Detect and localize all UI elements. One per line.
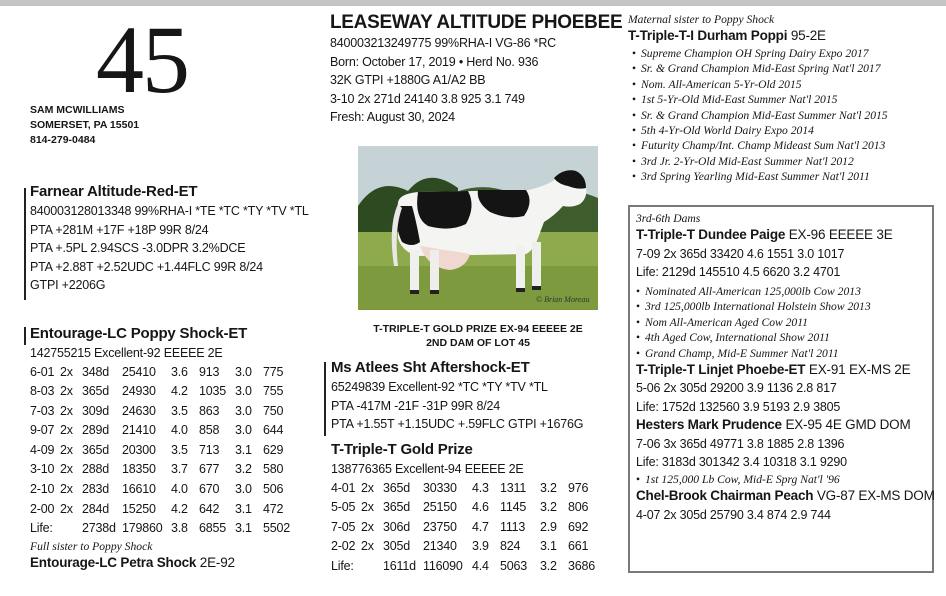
dam5-awards — [636, 472, 928, 487]
record-cell: 775 — [263, 364, 284, 379]
animal-record: 3-10 2x 271d 24140 3.8 925 3.1 749 — [330, 91, 525, 106]
lot-number: 45 — [96, 6, 188, 113]
record-cell: 3.1 — [235, 501, 252, 516]
dam4-record: 5-06 2x 305d 29200 3.9 1136 2.8 817 — [636, 381, 837, 396]
record-cell: 4-01 — [331, 480, 356, 495]
dam-block — [30, 324, 303, 573]
lactation-row — [30, 500, 303, 520]
sire-line: PTA +281M +17F +18P 99R 8/24 — [30, 222, 209, 237]
lactation-row — [30, 363, 303, 383]
record-cell: 2x — [60, 442, 73, 457]
record-cell: 4.7 — [472, 519, 489, 534]
record-cell: 750 — [263, 403, 284, 418]
record-cell: 5502 — [263, 521, 291, 536]
dam6-record: 4-07 2x 305d 25790 3.4 874 2.9 744 — [636, 507, 831, 522]
second-sire-line: PTA +1.55T +1.15UDC +.59FLC GTPI +1676G — [331, 417, 584, 431]
dam3-awards — [636, 284, 928, 361]
award-item: • 1st 125,000 Lb Cow, Mid-E Sprg Nat'l '96 — [636, 472, 928, 487]
dam3-name: T-Triple-T Dundee Paige — [636, 227, 786, 243]
record-cell: 21340 — [423, 539, 457, 554]
record-cell: 6855 — [199, 521, 227, 536]
lifetime-row — [30, 519, 303, 539]
record-cell: 365d — [82, 442, 110, 457]
dam-sister-name: Entourage-LC Petra Shock — [30, 555, 197, 571]
record-cell: 642 — [199, 501, 220, 516]
sire-line: PTA +2.88T +2.52UDC +1.44FLC 99R 8/24 — [30, 259, 263, 274]
record-cell: 2x — [361, 539, 374, 554]
record-cell: 283d — [82, 482, 110, 497]
animal-fresh: Fresh: August 30, 2024 — [330, 110, 455, 124]
lactation-row — [331, 479, 608, 499]
record-cell: 23750 — [423, 519, 457, 534]
dam-records-table — [30, 363, 303, 539]
record-cell: 3.0 — [235, 403, 252, 418]
cow-photo — [358, 146, 598, 310]
second-sire-name: Ms Atlees Sht Aftershock-ET — [331, 359, 530, 376]
record-cell: 713 — [199, 442, 220, 457]
record-cell: 4.4 — [472, 558, 489, 573]
award-item: • Sr. & Grand Champion Mid-East Summer Nat'l 2015 — [632, 108, 888, 123]
award-item: • 3rd 125,000lb International Holstein Show 2013 — [636, 299, 928, 314]
lactation-row — [331, 537, 608, 557]
record-cell: Life: — [30, 521, 53, 536]
second-dam-reg: 138776365 Excellent-94 EEEEE 2E — [331, 462, 524, 476]
record-cell: 16610 — [122, 482, 156, 497]
maternal-sister-name: T-Triple-T-I Durham Poppi — [628, 28, 788, 44]
record-cell — [361, 557, 383, 577]
dam3-title — [636, 226, 928, 245]
award-item: • Grand Champ, Mid-E Summer Nat'l 2011 — [636, 346, 928, 361]
record-cell: 2-00 — [30, 501, 55, 516]
second-dam-block — [331, 440, 608, 576]
photographer-signature: © Brian Moreau — [536, 295, 590, 304]
lactation-row — [30, 382, 303, 402]
award-item: • Supreme Champion OH Spring Dairy Expo 2017 — [632, 46, 888, 61]
record-cell: 913 — [199, 364, 220, 379]
dam5-title — [636, 416, 928, 435]
sire-rule — [24, 188, 26, 300]
record-cell: 2-02 — [331, 539, 356, 554]
second-sire-line: 65249839 Excellent-92 *TC *TY *TV *TL — [331, 380, 548, 394]
dam5-name: Hesters Mark Prudence — [636, 417, 782, 433]
lactation-row — [30, 421, 303, 441]
animal-header — [330, 12, 622, 127]
second-sire-line: PTA -417M -21F -31P 99R 8/24 — [331, 398, 501, 413]
owner-phone: 814-279-0484 — [30, 134, 96, 146]
dam4-name: T-Triple-T Linjet Phoebe-ET — [636, 361, 806, 377]
dam-reg: 142755215 Excellent-92 EEEEE 2E — [30, 346, 223, 360]
record-cell: 4.2 — [171, 501, 188, 516]
record-cell: 824 — [500, 539, 521, 554]
award-item: • 1st 5-Yr-Old Mid-East Summer Nat'l 2015 — [632, 92, 888, 107]
record-cell: 15250 — [122, 501, 156, 516]
record-cell: 3.7 — [171, 462, 188, 477]
record-cell: 116090 — [423, 558, 463, 573]
record-cell: 2x — [60, 501, 73, 516]
record-cell: 3.1 — [540, 539, 557, 554]
sire-name: Farnear Altitude-Red-ET — [30, 183, 198, 200]
animal-born: Born: October 17, 2019 • Herd No. 936 — [330, 54, 539, 69]
record-cell: 806 — [568, 500, 589, 515]
second-dam-records-table — [331, 479, 608, 577]
record-cell: 2x — [60, 384, 73, 399]
record-cell: 863 — [199, 403, 220, 418]
record-cell: 4.0 — [171, 482, 188, 497]
record-cell: 3-10 — [30, 462, 55, 477]
record-cell: 2x — [60, 423, 73, 438]
record-cell: 629 — [263, 442, 284, 457]
record-cell: 3686 — [568, 558, 596, 573]
record-cell: 30330 — [423, 480, 457, 495]
record-cell: 20300 — [122, 442, 156, 457]
record-cell: 3.8 — [171, 521, 188, 536]
award-item: • 3rd Jr. 2-Yr-Old Mid-East Summer Nat'l 2012 — [632, 154, 888, 169]
record-cell: 2x — [60, 482, 73, 497]
record-cell: 644 — [263, 423, 284, 438]
dam6-name: Chel-Brook Chairman Peach — [636, 488, 814, 504]
record-cell: 2x — [361, 500, 374, 515]
record-cell: 284d — [82, 501, 110, 516]
photo-caption-line2: 2ND DAM OF LOT 45 — [426, 337, 530, 349]
lactation-row — [30, 480, 303, 500]
record-cell: 692 — [568, 519, 589, 534]
record-cell: 506 — [263, 482, 284, 497]
owner-name: SAM MCWILLIAMS — [30, 104, 125, 116]
dams-box — [628, 205, 934, 573]
lactation-row — [331, 518, 608, 538]
sire-line: PTA +.5PL 2.94SCS -3.0DPR 3.2%DCE — [30, 241, 246, 255]
sire-line: 840003128013348 99%RHA-I *TE *TC *TY *TV *TL — [30, 204, 309, 218]
record-cell: 3.6 — [171, 364, 188, 379]
dam-rule — [24, 327, 26, 345]
record-cell: 472 — [263, 501, 284, 516]
record-cell: 24930 — [122, 384, 156, 399]
lactation-row — [30, 460, 303, 480]
record-cell: 9-07 — [30, 423, 55, 438]
award-item: • 4th Aged Cow, International Show 2011 — [636, 330, 928, 345]
record-cell: 1035 — [199, 384, 227, 399]
dam6-title — [636, 487, 935, 506]
record-cell: 2x — [60, 462, 73, 477]
record-cell: 365d — [383, 500, 411, 515]
award-item: • Nom. All-American 5-Yr-Old 2015 — [632, 77, 888, 92]
dam6-score: VG-87 EX-MS DOM — [816, 488, 935, 504]
lactation-row — [30, 402, 303, 422]
record-cell: 2x — [60, 403, 73, 418]
animal-gtpi: 32K GTPI +1880G A1/A2 BB — [330, 73, 486, 87]
record-cell: 3.0 — [235, 423, 252, 438]
record-cell: 3.1 — [235, 521, 252, 536]
record-cell: 580 — [263, 462, 284, 477]
award-item: • 3rd Spring Yearling Mid-East Summer Nat'l 2011 — [632, 169, 888, 184]
animal-reg: 840003213249775 99%RHA-I VG-86 *RC — [330, 36, 556, 50]
maternal-sister-title — [628, 27, 888, 46]
record-cell: 305d — [383, 539, 411, 554]
record-cell: 4.3 — [472, 480, 489, 495]
sire-line: GTPI +2206G — [30, 278, 106, 292]
award-item: • Sr. & Grand Champion Mid-East Spring Nat'l 2017 — [632, 61, 888, 76]
award-item: • Nominated All-American 125,000lb Cow 2013 — [636, 284, 928, 299]
record-cell: 3.2 — [540, 480, 557, 495]
record-cell: 25150 — [423, 500, 457, 515]
record-cell: 2x — [60, 364, 73, 379]
dams-box-heading: 3rd-6th Dams — [636, 212, 701, 225]
record-cell: 1311 — [500, 480, 527, 495]
record-cell: 309d — [82, 403, 110, 418]
dam4-title — [636, 361, 928, 380]
record-cell: 3.0 — [235, 364, 252, 379]
record-cell: 365d — [383, 480, 411, 495]
dam4-score: EX-91 EX-MS 2E — [808, 361, 911, 377]
lifetime-row — [331, 557, 608, 577]
owner-block — [30, 103, 139, 148]
record-cell: 18350 — [122, 462, 156, 477]
record-cell: 7-05 — [331, 519, 356, 534]
sire-block — [30, 182, 309, 295]
record-cell: 670 — [199, 482, 220, 497]
record-cell: 5063 — [500, 558, 528, 573]
record-cell: 3.2 — [540, 558, 557, 573]
record-cell: 4.6 — [472, 500, 489, 515]
record-cell: 2x — [361, 480, 374, 495]
second-dam-name: T-Triple-T Gold Prize — [331, 441, 473, 458]
award-item: • 5th 4-Yr-Old World Dairy Expo 2014 — [632, 123, 888, 138]
record-cell: 179860 — [122, 521, 163, 536]
record-cell: 3.2 — [235, 462, 252, 477]
dams-box-content — [636, 211, 935, 524]
dam5-score: EX-95 4E GMD DOM — [785, 417, 911, 433]
dam3-record: 7-09 2x 365d 33420 4.6 1551 3.0 1017 — [636, 246, 845, 261]
record-cell: 7-03 — [30, 403, 55, 418]
record-cell: 4.0 — [171, 423, 188, 438]
record-cell: 2x — [361, 519, 374, 534]
record-cell: 1113 — [500, 519, 526, 534]
maternal-sister-score: 95-2E — [790, 28, 826, 44]
record-cell: 2738d — [82, 521, 116, 536]
record-cell: 858 — [199, 423, 220, 438]
dam4-life: Life: 1752d 132560 3.9 5193 2.9 3805 — [636, 399, 841, 414]
record-cell: 3.9 — [472, 539, 489, 554]
dam-sister-line — [30, 554, 303, 573]
record-cell: 3.0 — [235, 384, 252, 399]
record-cell: 24630 — [122, 403, 156, 418]
maternal-sister-block — [628, 12, 888, 185]
cow-photo-image — [358, 146, 598, 310]
record-cell: 1145 — [500, 500, 527, 515]
dam-name: Entourage-LC Poppy Shock-ET — [30, 325, 248, 342]
dam3-life: Life: 2129d 145510 4.5 6620 3.2 4701 — [636, 265, 841, 280]
record-cell: 2.9 — [540, 519, 557, 534]
record-cell: 3.2 — [540, 500, 557, 515]
record-cell: 1611d — [383, 558, 416, 573]
animal-name: LEASEWAY ALTITUDE PHOEBEE — [330, 12, 623, 33]
record-cell — [60, 519, 82, 539]
record-cell: 21410 — [122, 423, 156, 438]
record-cell: 8-03 — [30, 384, 55, 399]
record-cell: 3.1 — [235, 442, 252, 457]
owner-city: SOMERSET, PA 15501 — [30, 119, 140, 131]
record-cell: 348d — [82, 364, 110, 379]
record-cell: 6-01 — [30, 364, 55, 379]
maternal-sister-note: Maternal sister to Poppy Shock — [628, 13, 775, 26]
record-cell: 755 — [263, 384, 284, 399]
dam5-record: 7-06 3x 365d 49771 3.8 1885 2.8 1396 — [636, 436, 845, 451]
dam3-score: EX-96 EEEEE 3E — [788, 227, 893, 243]
record-cell: 677 — [199, 462, 220, 477]
dam-sister-note: Full sister to Poppy Shock — [30, 539, 153, 553]
record-cell: 5-05 — [331, 500, 356, 515]
record-cell: 4.2 — [171, 384, 188, 399]
record-cell: 288d — [82, 462, 110, 477]
record-cell: 3.5 — [171, 442, 188, 457]
record-cell: 661 — [568, 539, 589, 554]
lactation-row — [30, 441, 303, 461]
record-cell: Life: — [331, 558, 354, 573]
photo-caption-line1: T-TRIPLE-T GOLD PRIZE EX-94 EEEEE 2E — [373, 323, 583, 335]
second-sire-block — [331, 358, 583, 434]
record-cell: 306d — [383, 519, 411, 534]
photo-caption — [358, 322, 598, 350]
award-item: • Futurity Champ/Int. Champ Mideast Sum Nat'l 2013 — [632, 138, 888, 153]
dam5-life: Life: 3183d 301342 3.4 10318 3.1 9290 — [636, 455, 847, 470]
award-item: • Nom All-American Aged Cow 2011 — [636, 315, 928, 330]
record-cell: 25410 — [122, 364, 156, 379]
record-cell: 3.0 — [235, 482, 252, 497]
record-cell: 289d — [82, 423, 110, 438]
record-cell: 365d — [82, 384, 110, 399]
maternal-sister-awards — [632, 46, 888, 185]
lactation-row — [331, 498, 608, 518]
record-cell: 4-09 — [30, 442, 55, 457]
record-cell: 2-10 — [30, 482, 55, 497]
record-cell: 976 — [568, 480, 589, 495]
dam-sister-score: 2E-92 — [199, 555, 235, 571]
second-sire-rule — [324, 362, 326, 436]
record-cell: 3.5 — [171, 403, 188, 418]
